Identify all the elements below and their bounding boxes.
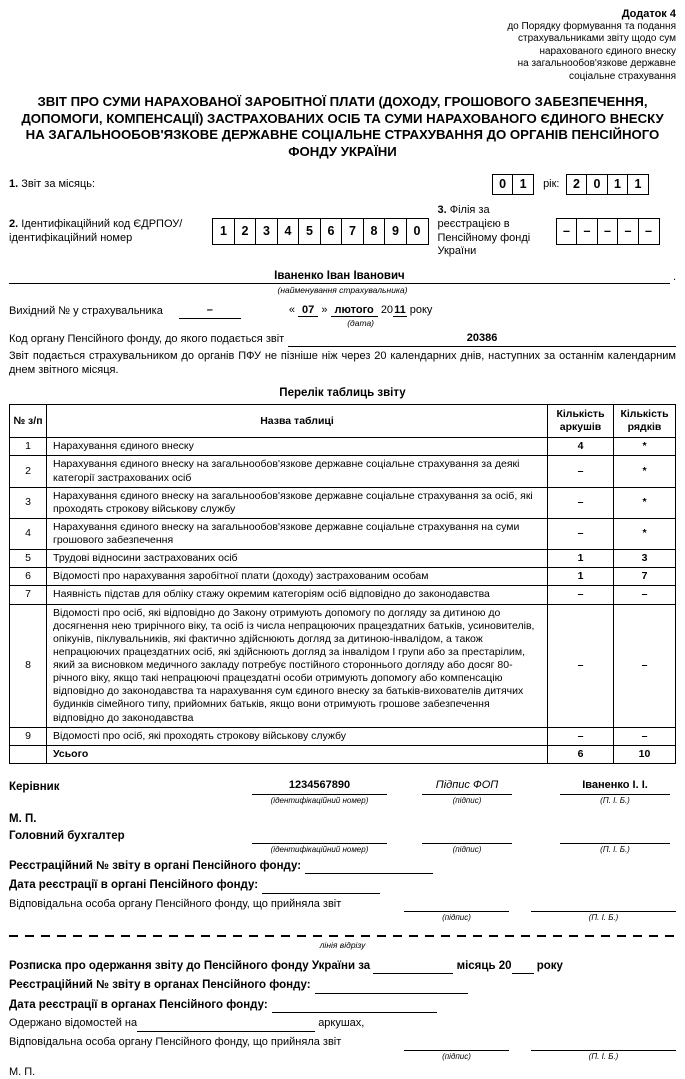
table-row — [10, 550, 676, 568]
appendix-line: нарахованого єдиного внеску — [9, 46, 676, 59]
year-digit-box: 0 — [586, 174, 608, 195]
month-label: 1. Звіт за місяць: — [9, 178, 95, 192]
date-year-suffix: 11 — [393, 304, 407, 317]
row-table-name: Відомості про осіб, які відповідно до Закону отримують допомогу по догляду за дитиною до досягнення нею трирічного віку, та осіб із числа непрацюючих працездатних батьків, усиновителів, опікунів, піклувальників, які фактично здійснюють догляд за дитиною-інвалідом, а також непрацюючих працездатних осіб, які здійснюють догляд за інвалідом І групи або за престарілим, який за висновком медичного закладу потребує постійного стороннього догляду або досяг 80-річного віку, якщо такі непрацюючі працездатні особи отримують допомогу або компенсацію відповідно до законодавства та нарахування сум єдиного внеску за батьків-вихователів дитячих будинків сімейного типу, прийомних батьків, якщо вони отримують грошове забезпечення відповідно до законодавства — [47, 604, 548, 727]
stamp-label: М. П. — [9, 812, 676, 826]
responsible-sign-blank — [404, 897, 509, 913]
row-lines: – — [614, 727, 676, 745]
registration-date-line: Дата реєстрації в органі Пенсійного фонду: — [9, 878, 676, 893]
table-row — [10, 487, 676, 518]
table-row — [10, 727, 676, 745]
table-row — [10, 518, 676, 549]
col-header-name: Назва таблиці — [47, 405, 548, 438]
row-sheets: 1 — [548, 550, 614, 568]
appendix-line: на загальнообов'язкове державне — [9, 58, 676, 71]
registration-number-blank — [305, 859, 433, 874]
page-title: ЗВІТ ПРО СУМИ НАРАХОВАНОЇ ЗАРОБІТНОЇ ПЛАТИ (ДОХОДУ, ГРОШОВОГО ЗАБЕЗПЕЧЕННЯ, ДОПОМОГИ, КОМПЕНСАЦІЇ) ЗАСТРАХОВАНИХ ОСІБ ТА СУМИ НАРАХОВАНОГО ЄДИНОГО ВНЕСКУ НА ЗАГАЛЬНООБОВ'ЯЗКОВЕ ДЕРЖАВНЕ СОЦІАЛЬНЕ СТРАХУВАННЯ ДО ОРГАНІВ ПЕНСІЙНОГО ФОНДУ УКРАЇНИ — [20, 94, 665, 160]
responsible-sign-column — [404, 897, 509, 924]
accountant-name-caption: (П. І. Б.) — [600, 845, 630, 855]
filia-digit-box: – — [597, 218, 619, 245]
receipt-reg-number-blank — [315, 978, 468, 993]
table-row — [10, 456, 676, 487]
receipt-sign-blank — [404, 1035, 509, 1051]
receipt-month-blank — [373, 959, 453, 974]
edrpou-digit-box: 2 — [234, 218, 257, 245]
row-number: 9 — [10, 727, 47, 745]
registration-number-line: Реєстраційний № звіту в органі Пенсійного фонду: — [9, 859, 676, 874]
table-title: Перелік таблиць звіту — [9, 386, 676, 400]
date-word: року — [410, 304, 433, 316]
accountant-sign-column — [422, 828, 512, 855]
date-value: « 07 » лютого 2011 року — [289, 304, 433, 317]
outgoing-label: Вихідний № у страхувальника — [9, 304, 163, 319]
row-lines: * — [614, 438, 676, 456]
year-digit-box: 2 — [566, 174, 588, 195]
section-number: 1. — [9, 178, 18, 190]
row-table-name: Нарахування єдиного внеску — [47, 438, 548, 456]
submission-note: Звіт подається страхувальником до органів ПФУ не пізніше ніж через 20 календарних днів, наступних за останнім календарним днем звітного місяця. — [9, 350, 676, 378]
insurer-name-line — [9, 269, 676, 284]
head-label: Керівник — [9, 779, 252, 794]
receipt-name-caption: (П. І. Б.) — [589, 1052, 619, 1062]
accountant-name-blank — [560, 828, 670, 844]
row-sheets: – — [548, 518, 614, 549]
edrpou-digit-box: 3 — [255, 218, 278, 245]
accountant-name-column — [560, 828, 670, 855]
row-table-name: Нарахування єдиного внеску на загальнообов'язкове державне соціальне страхування на суми грошового забезпечення — [47, 518, 548, 549]
edrpou-digit-box: 9 — [384, 218, 407, 245]
head-sign-column — [422, 779, 512, 806]
filia-label: 3. Філія за реєстрацією в Пенсійному фонді України — [438, 204, 556, 259]
date-day: 07 — [298, 304, 318, 317]
receipt-name-blank — [531, 1035, 676, 1051]
edrpou-digit-box: 6 — [320, 218, 343, 245]
filia-digit-box: – — [617, 218, 639, 245]
receipt-stamp-label: М. П. — [9, 1066, 676, 1079]
year-digit-box: 1 — [607, 174, 629, 195]
accountant-id-caption: (ідентифікаційний номер) — [271, 845, 369, 855]
row-lines: * — [614, 487, 676, 518]
head-signature-row — [9, 779, 676, 806]
pf-code-label: Код органу Пенсійного фонду, до якого подається звіт — [9, 333, 284, 347]
row-sheets: – — [548, 487, 614, 518]
edrpou-digit-box: 1 — [212, 218, 235, 245]
total-empty-cell — [10, 745, 47, 763]
row-table-name: Нарахування єдиного внеску на загальнообов'язкове державне соціальне страхування за деякі категорії застрахованих осіб — [47, 456, 548, 487]
pf-code-value: 20386 — [288, 332, 676, 347]
total-sheets: 6 — [548, 745, 614, 763]
row-lines: * — [614, 518, 676, 549]
row-number: 5 — [10, 550, 47, 568]
row-table-name: Відомості про осіб, які проходять строкову військову службу — [47, 727, 548, 745]
head-sign-caption: (підпис) — [453, 796, 482, 806]
edrpou-digit-box: 4 — [277, 218, 300, 245]
row-number: 3 — [10, 487, 47, 518]
row-sheets: – — [548, 456, 614, 487]
month-boxes — [492, 174, 535, 195]
report-month-row — [9, 174, 676, 195]
row-sheets: – — [548, 604, 614, 727]
line-end: . — [673, 271, 676, 285]
table-total-row — [10, 745, 676, 763]
filia-digit-box: – — [576, 218, 598, 245]
row-lines: – — [614, 604, 676, 727]
edrpou-boxes — [212, 218, 429, 245]
month-digit-box: 1 — [512, 174, 534, 195]
responsible-name-caption: (П. І. Б.) — [589, 913, 619, 923]
receipt-sheets-blank — [137, 1017, 315, 1032]
head-sign-value: Підпис ФОП — [422, 779, 512, 795]
tables-list — [9, 404, 676, 764]
identification-row — [9, 204, 676, 259]
accountant-sign-blank — [422, 828, 512, 844]
receipt-reg-number-line: Реєстраційний № звіту в органах Пенсійного фонду: — [9, 978, 676, 993]
appendix-line: до Порядку формування та подання — [9, 21, 676, 34]
year-digit-box: 1 — [627, 174, 649, 195]
row-sheets: 1 — [548, 568, 614, 586]
receipt-reg-date-line: Дата реєстрації в органах Пенсійного фонду: — [9, 998, 676, 1013]
edrpou-label: 2. Ідентифікаційний код ЄДРПОУ/ ідентифікаційний номер — [9, 218, 212, 246]
total-lines: 10 — [614, 745, 676, 763]
cut-line-caption: лінія відрізу — [9, 940, 676, 951]
total-label: Усього — [47, 745, 548, 763]
row-sheets: – — [548, 727, 614, 745]
registration-date-blank — [262, 878, 380, 893]
head-id-caption: (ідентифікаційний номер) — [271, 796, 369, 806]
receipt-responsible-row — [9, 1035, 676, 1062]
insurer-name: Іваненко Іван Іванович — [9, 269, 670, 284]
date-caption: (дата) — [289, 318, 433, 329]
receipt-title-line: Розписка про одержання звіту до Пенсійного фонду України за місяць 20 року — [9, 959, 676, 974]
accountant-sign-caption: (підпис) — [453, 845, 482, 855]
month-year-boxes — [492, 174, 649, 195]
receipt-section — [9, 959, 676, 1079]
date-group — [289, 304, 433, 328]
appendix-title: Додаток 4 — [9, 8, 676, 21]
row-number: 8 — [10, 604, 47, 727]
row-number: 4 — [10, 518, 47, 549]
date-month: лютого — [331, 304, 378, 317]
table-row — [10, 604, 676, 727]
row-lines: 7 — [614, 568, 676, 586]
accountant-id-column — [252, 828, 387, 855]
filia-digit-box: – — [556, 218, 578, 245]
month-digit-box: 0 — [492, 174, 514, 195]
section-number: 2. — [9, 218, 18, 230]
responsible-name-blank — [531, 897, 676, 913]
row-table-name: Наявність підстав для обліку стажу окремим категоріям осіб відповідно до законодавства — [47, 586, 548, 604]
receipt-received-line: Одержано відомостей на аркушах, — [9, 1017, 676, 1032]
head-name-column — [560, 779, 670, 806]
cut-line — [9, 935, 676, 937]
receipt-reg-date-blank — [272, 998, 437, 1013]
head-id-value: 1234567890 — [252, 779, 387, 795]
head-name-caption: (П. І. Б.) — [600, 796, 630, 806]
responsible-sign-caption: (підпис) — [442, 913, 471, 923]
responsible-person-row — [9, 897, 676, 924]
year-boxes — [566, 174, 650, 195]
year-label: рік: — [543, 178, 559, 192]
filia-digit-box: – — [638, 218, 660, 245]
receipt-sign-caption: (підпис) — [442, 1052, 471, 1062]
table-row — [10, 438, 676, 456]
filia-boxes — [556, 218, 660, 245]
accountant-signature-row — [9, 828, 676, 855]
edrpou-digit-box: 5 — [298, 218, 321, 245]
receipt-year-blank — [512, 959, 534, 974]
edrpou-digit-box: 7 — [341, 218, 364, 245]
table-row — [10, 568, 676, 586]
receipt-responsible-label: Відповідальна особа органу Пенсійного фонду, що прийняла звіт — [9, 1035, 394, 1050]
accountant-label: Головний бухгалтер — [9, 828, 252, 843]
row-table-name: Трудові відносини застрахованих осіб — [47, 550, 548, 568]
row-number: 7 — [10, 586, 47, 604]
appendix-line: страхувальниками звіту щодо сум — [9, 33, 676, 46]
receipt-sign-column — [404, 1035, 509, 1062]
row-number: 2 — [10, 456, 47, 487]
pf-code-row — [9, 332, 676, 347]
table-row — [10, 586, 676, 604]
row-number: 1 — [10, 438, 47, 456]
date-year-prefix: 20 — [381, 304, 393, 316]
row-sheets: 4 — [548, 438, 614, 456]
col-header-sheets: Кількість аркушів — [548, 405, 614, 438]
receipt-name-column — [531, 1035, 676, 1062]
row-sheets: – — [548, 586, 614, 604]
col-header-lines: Кількість рядків — [614, 405, 676, 438]
head-id-column — [252, 779, 387, 806]
row-lines: * — [614, 456, 676, 487]
outgoing-value: – — [179, 304, 241, 319]
head-name-value: Іваненко І. І. — [560, 779, 670, 795]
accountant-id-blank — [252, 828, 387, 844]
responsible-name-column — [531, 897, 676, 924]
row-number: 6 — [10, 568, 47, 586]
outgoing-number-row — [9, 304, 676, 328]
responsible-label: Відповідальна особа органу Пенсійного фонду, що прийняла звіт — [9, 897, 394, 912]
edrpou-digit-box: 0 — [406, 218, 429, 245]
row-lines: – — [614, 586, 676, 604]
row-table-name: Нарахування єдиного внеску на загальнообов'язкове державне соціальне страхування за осіб, які проходять строкову військову службу — [47, 487, 548, 518]
section-number: 3. — [438, 204, 447, 216]
row-table-name: Відомості про нарахування заробітної плати (доходу) застрахованим особам — [47, 568, 548, 586]
insurer-name-caption: (найменування страхувальника) — [9, 285, 676, 296]
edrpou-digit-box: 8 — [363, 218, 386, 245]
table-header-row — [10, 405, 676, 438]
appendix-header — [9, 8, 676, 83]
appendix-line: соціальне страхування — [9, 71, 676, 84]
col-header-num: № з/п — [10, 405, 47, 438]
row-lines: 3 — [614, 550, 676, 568]
